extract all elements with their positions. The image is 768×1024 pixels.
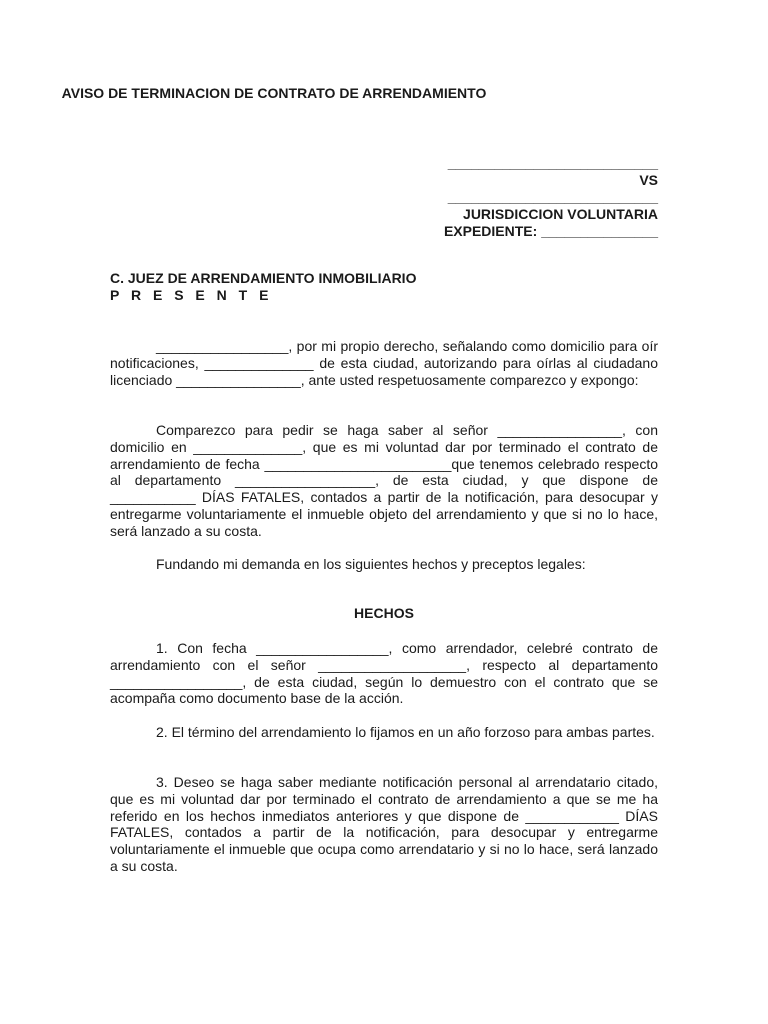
case-party-line-2: ___________________________	[447, 189, 658, 205]
addressee-judge: C. JUEZ DE ARRENDAMIENTO INMOBILIARIO	[110, 270, 417, 286]
paragraph-basis: Fundando mi demanda en los siguientes hechos y preceptos legales:	[156, 556, 586, 572]
document-page	[110, 0, 658, 1024]
case-vs: VS	[639, 172, 658, 188]
document-title: AVISO DE TERMINACION DE CONTRATO DE ARRENDAMIENTO	[61, 85, 487, 101]
paragraph-request: Comparezco para pedir se haga saber al señor ________________, con domicilio en ______________, que es mi voluntad dar por terminado el contrato de arrendamiento de fecha ________________________que tenemos celebrado respecto al departamento __________________, de esta ciudad, y que dispone de ___________ DÍAS FATALES, contados a partir de la notificación, para desocupar y entregarme voluntariamente el inmueble objeto del arrendamiento y que si no lo hace, será lanzado a su costa.	[110, 422, 658, 539]
addressee-presente: P R E S E N T E	[110, 287, 273, 303]
hecho-item-2: 2. El término del arrendamiento lo fijamos en un año forzoso para ambas partes.	[156, 724, 655, 740]
paragraph-intro: _________________, por mi propio derecho, señalando como domicilio para oír notificaciones, ______________ de esta ciudad, autorizando para oírlas al ciudadano licenciado ________________, ante usted respetuosamente comparezco y expongo:	[110, 338, 658, 388]
case-party-line-1: ___________________________	[447, 155, 658, 171]
hechos-heading: HECHOS	[354, 605, 414, 621]
hecho-item-1: 1. Con fecha _________________, como arrendador, celebré contrato de arrendamiento con el señor ___________________, respecto al departamento _________________, de esta ciudad, según lo demuestro con el contrato que se acompaña como documento base de la acción.	[110, 640, 658, 707]
case-jurisdiction: JURISDICCION VOLUNTARIA	[463, 206, 658, 222]
case-expediente: EXPEDIENTE: _______________	[443, 223, 658, 239]
hecho-item-3: 3. Deseo se haga saber mediante notificación personal al arrendatario citado, que es mi voluntad dar por terminado el contrato de arrendamiento a que se me ha referido en los hechos inmediatos anteriores y que dispone de ____________ DÍAS FATALES, contados a partir de la notificación, para desocupar y entregarme voluntariamente el inmueble que ocupa como arrendatario y si no lo hace, será lanzado a su costa.	[110, 774, 658, 874]
case-header	[444, 155, 658, 240]
addressee-block	[110, 270, 416, 304]
